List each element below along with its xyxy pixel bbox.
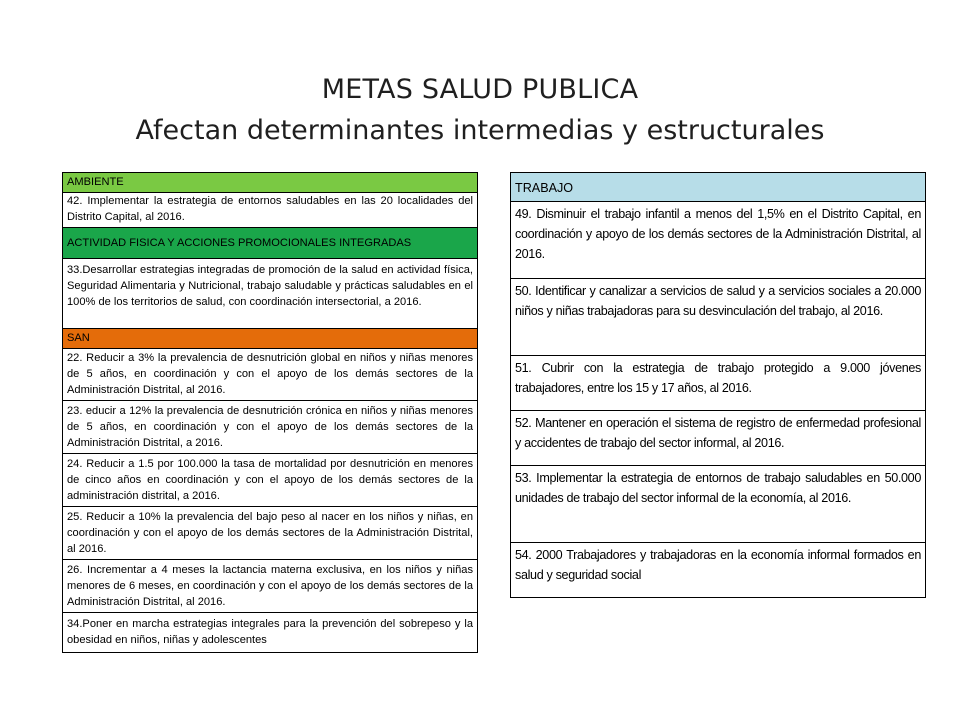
meta-49-cell: 49. Disminuir el trabajo infantil a menos del 1,5% en el Distrito Capital, en coordinación y apoyo de los demás sectores de la Administración Distrital, al 2016. (511, 202, 926, 279)
meta-22-cell: 22. Reducir a 3% la prevalencia de desnutrición global en niños y niñas menores de 5 años, en coordinación y con el apoyo de los demás sectores de la Administración Distrital, al 2016. (63, 349, 478, 401)
right-goals-table (510, 172, 926, 598)
meta-52-cell: 52. Mantener en operación el sistema de registro de enfermedad profesional y accidentes de trabajo del sector informal, al 2016. (511, 411, 926, 466)
meta-25-cell: 25. Reducir a 10% la prevalencia del bajo peso al nacer en los niños y niñas, en coordinación y con el apoyo de los demás sectores de la Administración Distrital, al 2016. (63, 507, 478, 560)
meta-50-cell: 50. Identificar y canalizar a servicios de salud y a servicios sociales a 20.000 niños y niñas trabajadoras para su desvinculación del trabajo, al 2016. (511, 279, 926, 356)
slide-subtitle: Afectan determinantes intermedias y estructurales (135, 115, 825, 146)
meta-51-cell: 51. Cubrir con la estrategia de trabajo protegido a 9.000 jóvenes trabajadores, entre los 15 y 17 años, al 2016. (511, 356, 926, 411)
slide-title: METAS SALUD PUBLICA (321, 74, 639, 105)
meta-26-cell: 26. Incrementar a 4 meses la lactancia materna exclusiva, en los niños y niñas menores de 6 meses, en coordinación y con el apoyo de los demás sectores de la Administración Distrital, al 2016. (63, 560, 478, 613)
meta-23-cell: 23. educir a 12% la prevalencia de desnutrición crónica en niños y niñas menores de 5 años, en coordinación y con el apoyo de los demás sectores de la Administración Distrital, a 2016. (63, 401, 478, 454)
meta-42-cell: 42. Implementar la estrategia de entornos saludables en las 20 localidades del Distrito Capital, al 2016. (63, 193, 478, 228)
meta-34-cell: 34.Poner en marcha estrategias integrales para la prevención del sobrepeso y la obesidad en niños, niñas y adolescentes (63, 613, 478, 653)
meta-33-cell: 33.Desarrollar estrategias integradas de promoción de la salud en actividad física, Seguridad Alimentaria y Nutricional, trabajo saludable y prácticas saludables en el 100% de los territorios de salud, con coordinación intersectorial, a 2016. (63, 259, 478, 329)
actividad-header: ACTIVIDAD FISICA Y ACCIONES PROMOCIONALES INTEGRADAS (63, 228, 478, 259)
trabajo-header: TRABAJO (511, 173, 926, 202)
meta-53-cell: 53. Implementar la estrategia de entornos de trabajo saludables en 50.000 unidades de trabajo del sector informal de la economía, al 2016. (511, 466, 926, 543)
left-goals-table (62, 172, 478, 653)
san-header: SAN (63, 329, 478, 349)
meta-24-cell: 24. Reducir a 1.5 por 100.000 la tasa de mortalidad por desnutrición en menores de cinco años en coordinación y con el apoyo de los demás sectores de la administración distrital, a 2016. (63, 454, 478, 507)
meta-54-cell: 54. 2000 Trabajadores y trabajadoras en la economía informal formados en salud y seguridad social (511, 543, 926, 598)
ambiente-header: AMBIENTE (63, 173, 478, 193)
